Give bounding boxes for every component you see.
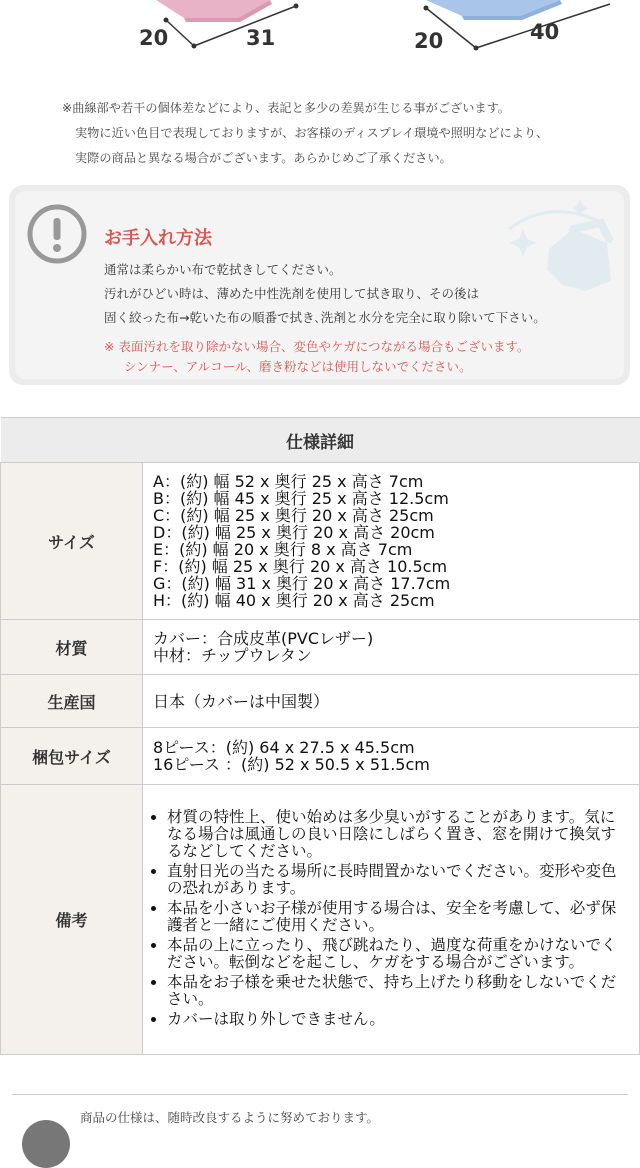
wiping-hand-icon [489, 199, 621, 301]
size-e: E：(約) 幅 20 x 奥行 8 x 高さ 7cm [153, 540, 413, 559]
spec-value-size [143, 463, 640, 620]
size-c: C：(約) 幅 25 x 奥行 20 x 高さ 25cm [153, 506, 434, 525]
spec-label-size: サイズ [1, 463, 143, 620]
note-item: • 本品をお子様を乗せた状態で、持ち上げたり移動をしないでください。 [167, 974, 626, 1008]
note-item: • 直射日光の当たる場所に長時間置かないでください。変形や変色の恐れがあります。 [167, 863, 626, 897]
notice-line-2: 実物に近い色目で表現しておりますが、お客様のディスプレイ環境や照明などにより、 [75, 126, 549, 140]
spec-value-origin: 日本（カバーは中国製） [143, 675, 640, 728]
spec-value-notes [143, 785, 640, 1055]
care-warning-line-2: シンナー、アルコール、磨き粉などは使用しないでください。 [124, 359, 472, 374]
notes-list [143, 809, 638, 1028]
spec-label-notes: 備考 [1, 785, 143, 1055]
spec-label-material: 材質 [1, 620, 143, 675]
spec-row-notes [1, 785, 640, 1055]
material-filling: 中材：チップウレタン [153, 646, 312, 665]
spec-title: 仕様詳細 [1, 418, 640, 463]
size-b: B：(約) 幅 45 x 奥行 25 x 高さ 12.5cm [153, 489, 449, 508]
note-item: • 材質の特性上、使い始めは多少臭いがすることがあります。気になる場合は風通しの良い日陰にしばらく置き、窓を開けて換気するなどしてください。 [167, 809, 626, 860]
note-item: • カバーは取り外しできません。 [167, 1011, 626, 1028]
dimension-depth-left: 20 [139, 26, 169, 50]
size-d: D：(約) 幅 25 x 奥行 20 x 高さ 20cm [153, 523, 435, 542]
footer-divider [12, 1094, 628, 1095]
spec-value-material [143, 620, 640, 675]
care-warning [104, 337, 529, 377]
notice-line-1: ※曲線部や若干の個体差などにより、表記と多少の差異が生じる事がございます。 [62, 101, 510, 115]
care-line-2: 汚れがひどい時は、薄めた中性洗剤を使用して拭き取り、その後は [104, 286, 480, 301]
spec-row-origin [1, 675, 640, 728]
dimension-width-left: 31 [246, 26, 276, 50]
spec-label-package: 梱包サイズ [1, 728, 143, 785]
notice-line-3: 実際の商品と異なる場合がございます。あらかじめご了承ください。 [75, 151, 452, 165]
footer-icon [22, 1120, 70, 1168]
product-image-right [410, 0, 640, 56]
spec-table [0, 417, 640, 1055]
care-warning-line-1: ※ 表面汚れを取り除かない場合、変色やケガにつながる場合もございます。 [104, 339, 530, 354]
exclamation-icon [26, 203, 88, 265]
package-8-pieces: 8ピース：(約) 64 x 27.5 x 45.5cm [153, 738, 415, 757]
size-h: H：(約) 幅 40 x 奥行 20 x 高さ 25cm [153, 591, 435, 610]
note-item: • 本品を小さいお子様が使用する場合は、安全を考慮して、必ず保護者と一緒にご使用ください。 [167, 900, 626, 934]
care-instructions-box [9, 185, 630, 385]
color-notice [62, 96, 548, 171]
note-item: • 本品の上に立ったり、飛び跳ねたり、過度な荷重をかけないでください。転倒などを起こし、ケガをする場合がございます。 [167, 937, 626, 971]
care-line-1: 通常は柔らかい布で乾拭きしてください。 [104, 262, 342, 277]
care-text [104, 258, 546, 330]
dimension-width-right: 40 [530, 20, 560, 44]
spec-label-origin: 生産国 [1, 675, 143, 728]
spec-row-material [1, 620, 640, 675]
package-16-pieces: 16ピース ：(約) 52 x 50.5 x 51.5cm [153, 755, 430, 774]
care-title: お手入れ方法 [104, 228, 212, 249]
size-g: G：(約) 幅 31 x 奥行 20 x 高さ 17.7cm [153, 574, 451, 593]
size-a: A：(約) 幅 52 x 奥行 25 x 高さ 7cm [153, 472, 424, 491]
footer-notice: 商品の仕様は、随時改良するように努めております。 [80, 1110, 380, 1125]
material-cover: カバー：合成皮革(PVCレザー) [153, 629, 374, 648]
care-line-3: 固く絞った布→乾いた布の順番で拭き､洗剤と水分を完全に取り除いて下さい。 [104, 310, 546, 325]
spec-value-package [143, 728, 640, 785]
dimension-depth-right: 20 [414, 29, 444, 53]
product-dimension-diagram-right [410, 0, 640, 56]
size-f: F：(約) 幅 25 x 奥行 20 x 高さ 10.5cm [153, 557, 448, 576]
spec-row-size [1, 463, 640, 620]
spec-row-package [1, 728, 640, 785]
